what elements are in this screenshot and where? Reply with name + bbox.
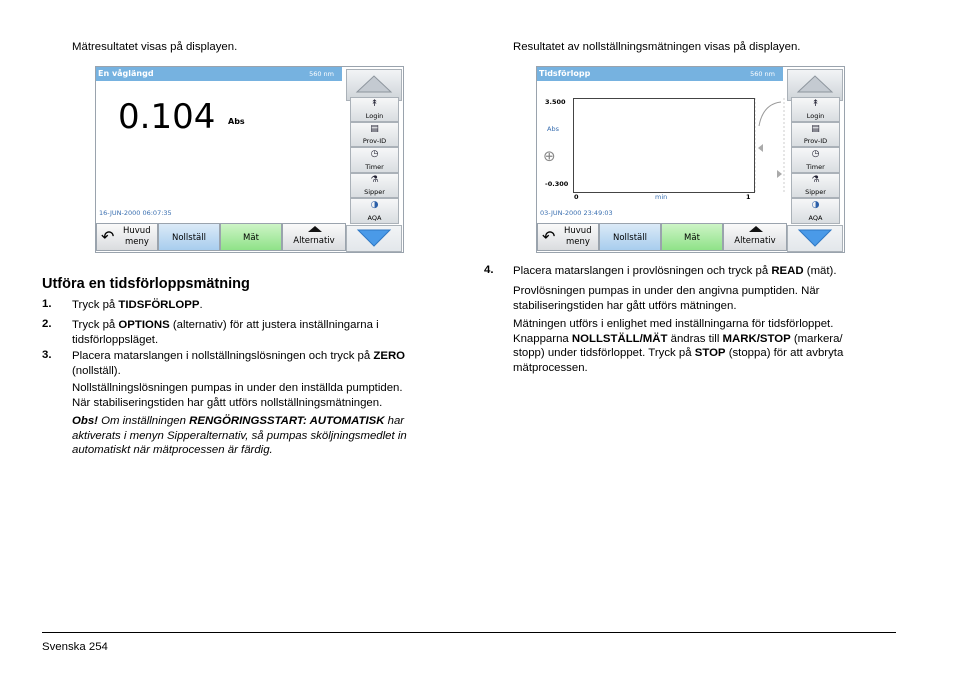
login-button[interactable]: ↟ Login: [350, 97, 399, 122]
plot-nav-controls: [755, 98, 785, 193]
arrow-up-icon: [788, 70, 842, 98]
step-1: Tryck på TIDSFÖRLOPP.: [72, 299, 203, 311]
zero-button[interactable]: Nollställ: [599, 223, 661, 251]
step-3: Placera matarslangen i nollställningslösningen och tryck på ZERO (nollställ).: [72, 350, 406, 377]
back-arrow-icon: ↶: [542, 227, 556, 246]
sample-id-icon: ▤: [811, 124, 820, 134]
sample-id-button[interactable]: ▤ Prov-ID: [791, 122, 840, 147]
footer-rule: [42, 632, 896, 633]
timer-button[interactable]: ◷ Timer: [791, 147, 840, 173]
triangle-up-icon: [307, 225, 323, 233]
time-course-screen: [536, 66, 845, 253]
sipper-button[interactable]: ⚗ Sipper: [350, 173, 399, 198]
step-number: 1.: [42, 298, 52, 310]
zero-button[interactable]: Nollställ: [158, 223, 220, 251]
read-button[interactable]: Mät: [661, 223, 723, 251]
step-number: 2.: [42, 318, 52, 330]
aqa-button[interactable]: ◑ AQA: [350, 198, 399, 224]
arrow-down-icon: [788, 226, 842, 251]
aqa-icon: ◑: [811, 200, 820, 210]
datetime-stamp: 16-JUN-2000 06:07:35: [99, 209, 172, 217]
triangle-up-icon: [748, 225, 764, 233]
main-menu-button[interactable]: ↶ Huvud meny: [537, 223, 599, 251]
right-intro: Resultatet av nollställningsmätningen visas på displayen.: [513, 41, 801, 53]
sipper-button[interactable]: ⚗ Sipper: [791, 173, 840, 198]
scroll-down-button[interactable]: [346, 225, 402, 252]
y-max-label: 3.500: [545, 98, 566, 106]
y-axis-label: Abs: [547, 125, 559, 133]
timer-icon: ◷: [811, 149, 820, 159]
main-menu-button[interactable]: ↶ Huvud meny: [96, 223, 158, 251]
screen-titlebar: [537, 67, 783, 81]
x-max-label: 1: [746, 193, 751, 201]
sample-pump-paragraph: Provlösningen pumpas in under den angivna pumptiden. När stabiliseringstiden har gått utförs mätningen.: [513, 285, 820, 312]
login-icon: ↟: [370, 99, 379, 109]
footer-page-label: Svenska 254: [42, 641, 108, 653]
options-button[interactable]: Alternativ: [723, 223, 787, 251]
note-paragraph: Obs! Om inställningen RENGÖRINGSSTART: AUTOMATISK har aktiverats i menyn Sipperalternativ, så pumpas sköljningsmedlet in automatiskt när mätprocessen är färdig.: [72, 415, 407, 456]
zero-pump-paragraph: Nollställningslösningen pumpas in under den inställda pumptiden. När stabiliseringstiden har gått utförs nollställningsmätningen.: [72, 382, 403, 409]
x-min-label: 0: [574, 193, 579, 201]
measurement-unit: Abs: [228, 117, 245, 126]
arrow-up-icon: [347, 70, 401, 98]
step-4: Placera matarslangen i provlösningen och tryck på READ (mät).: [513, 265, 837, 277]
read-button[interactable]: Mät: [220, 223, 282, 251]
sample-id-icon: ▤: [370, 124, 379, 134]
back-arrow-icon: ↶: [101, 227, 115, 246]
bottom-bar: [96, 223, 346, 252]
measurement-paragraph: Mätningen utförs i enlighet med inställningarna för tidsförloppet. Knapparna NOLLSTÄLL/MÄT ändras till MARK/STOP (markera/ stopp) under tidsförloppet. Tryck på STOP (stoppa) för att avbryta mätprocessen.: [513, 318, 844, 374]
scroll-right-icon: [777, 170, 782, 178]
section-heading: Utföra en tidsförloppsmätning: [42, 276, 250, 292]
aqa-button[interactable]: ◑ AQA: [791, 198, 840, 224]
sample-id-button[interactable]: ▤ Prov-ID: [350, 122, 399, 147]
screen-titlebar: [96, 67, 342, 81]
aqa-icon: ◑: [370, 200, 379, 210]
screen-title: Tidsförlopp: [539, 69, 591, 78]
screen-title: En våglängd: [98, 69, 154, 78]
scroll-down-button[interactable]: [787, 225, 843, 252]
options-button[interactable]: Alternativ: [282, 223, 346, 251]
sipper-icon: ⚗: [370, 175, 379, 185]
step-number: 3.: [42, 349, 52, 361]
step-number: 4.: [484, 264, 494, 276]
single-wavelength-screen: [95, 66, 404, 253]
login-icon: ↟: [811, 99, 820, 109]
plot-area: [573, 98, 755, 193]
zoom-icon[interactable]: ⊕: [543, 147, 556, 165]
y-min-label: -0.300: [545, 180, 569, 188]
wavelength-readout: 560 nm: [309, 70, 334, 78]
timer-button[interactable]: ◷ Timer: [350, 147, 399, 173]
side-panel: [346, 67, 403, 252]
timer-icon: ◷: [370, 149, 379, 159]
scroll-left-icon: [758, 144, 763, 152]
bottom-bar: [537, 223, 787, 252]
x-axis-label: min: [655, 193, 668, 201]
login-button[interactable]: ↟ Login: [791, 97, 840, 122]
measurement-value: 0.104: [118, 97, 216, 137]
datetime-stamp: 03-JUN-2000 23:49:03: [540, 209, 613, 217]
left-intro: Mätresultatet visas på displayen.: [72, 41, 238, 53]
wavelength-readout: 560 nm: [750, 70, 775, 78]
step-2: Tryck på OPTIONS (alternativ) för att justera inställningarna i tidsförloppsläget.: [72, 319, 379, 346]
side-panel: [787, 67, 844, 252]
arrow-down-icon: [347, 226, 401, 251]
sipper-icon: ⚗: [811, 175, 820, 185]
